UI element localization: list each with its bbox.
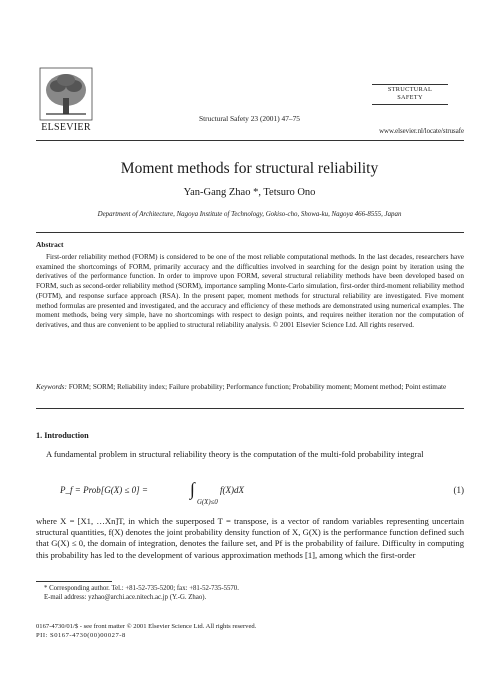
journal-name bbox=[355, 86, 465, 102]
integral-sign-icon: ∫ bbox=[190, 479, 195, 499]
author-affiliation: Department of Architecture, Nagoya Institute of Technology, Gokiso-cho, Showa-ku, Nagoya 466-8555, Japan bbox=[97, 211, 402, 218]
abstract-text: First-order reliability method (FORM) is considered to be one of the most reliable computational methods. In the last decades, researchers have examined the shortcomings of FORM, primarily accuracy and the difficulties involved in searching for the design point by iteration using the derivatives of the performance function. In order to improve upon FORM, several structural reliability methods have been developed based on FORM, such as second-order reliability method (SORM), importance sampling Monte-Carlo simulation, first-order third-moment reliability method (FOTM), and response surface approach (RSA). In the present paper, moment methods for structural reliability are investigated. Five moment method formulas are presented and investigated, and the accuracy and efficiency of these methods are demonstrated using numerical examples. The moment methods, being very simple, have no shortcomings with respect to design points, and requires neither iteration nor the computation of derivatives, and thus are convenient to be applied to structural reliability analysis. © 2001 Elsevier Science Ltd. All rights reserved. bbox=[36, 253, 464, 329]
equation-number: (1) bbox=[453, 485, 464, 495]
abstract-divider-top bbox=[36, 232, 464, 233]
equation-rhs: f(X)dX bbox=[220, 485, 244, 495]
journal-name-line2: SAFETY bbox=[397, 94, 423, 101]
footer-pii: PII: S0167-4730(00)00027-8 bbox=[36, 632, 126, 639]
footnote bbox=[44, 584, 464, 602]
footer-copyright: 0167-4730/01/$ - see front matter © 2001 Elsevier Science Ltd. All rights reserved. bbox=[36, 623, 257, 630]
equation-lhs: P_f = Prob[G(X) ≤ 0] = bbox=[60, 485, 148, 495]
keywords bbox=[36, 383, 464, 393]
article-title: Moment methods for structural reliability bbox=[120, 160, 379, 177]
article-authors: Yan-Gang Zhao *, Tetsuro Ono bbox=[183, 187, 316, 198]
equation-integration-domain: G(X)≤0 bbox=[197, 499, 218, 506]
footnote-corresponding-author: * Corresponding author. Tel.: +81-52-735-5200; fax: +81-52-735-5570. bbox=[44, 585, 239, 592]
abstract-heading: Abstract bbox=[36, 240, 64, 249]
journal-url-link[interactable]: www.elsevier.nl/locate/strusafe bbox=[379, 128, 464, 135]
section-heading-introduction: 1. Introduction bbox=[36, 431, 89, 440]
header-divider bbox=[36, 140, 464, 141]
publisher-name: ELSEVIER bbox=[41, 122, 91, 133]
keywords-list: FORM; SORM; Reliability index; Failure probability; Performance function; Probability moment; Moment method; Point estimate bbox=[68, 383, 447, 391]
abstract-divider-bottom bbox=[36, 408, 464, 409]
page-footer bbox=[36, 622, 464, 640]
journal-name-rule-top bbox=[372, 84, 448, 85]
journal-citation: Structural Safety 23 (2001) 47–75 bbox=[199, 114, 300, 123]
keywords-label: Keywords: bbox=[36, 383, 67, 391]
journal-name-line1: STRUCTURAL bbox=[387, 86, 433, 93]
footnote-email: E-mail address: yzhao@archi.ace.nitech.ac.jp (Y.-G. Zhao). bbox=[44, 594, 207, 601]
journal-name-rule-bottom bbox=[372, 104, 448, 105]
introduction-paragraph-2: where X = [X1, …Xn]T, in which the superposed T = transpose, is a vector of random variables representing uncertain structural quantities, f(X) denotes the joint probability density function of X, G(X) is the performance function defined such that G(X) ≤ 0, the domain of integration, denotes the failure set, and Pf is the probability of failure. Difficulty in computing this probability has led to the development of various approximation methods [1], among which the first-order bbox=[36, 516, 464, 560]
introduction-paragraph-1: A fundamental problem in structural reliability theory is the computation of the multi-fold probability integral bbox=[46, 449, 424, 459]
equation-1 bbox=[60, 479, 464, 509]
footnote-rule bbox=[36, 581, 112, 582]
